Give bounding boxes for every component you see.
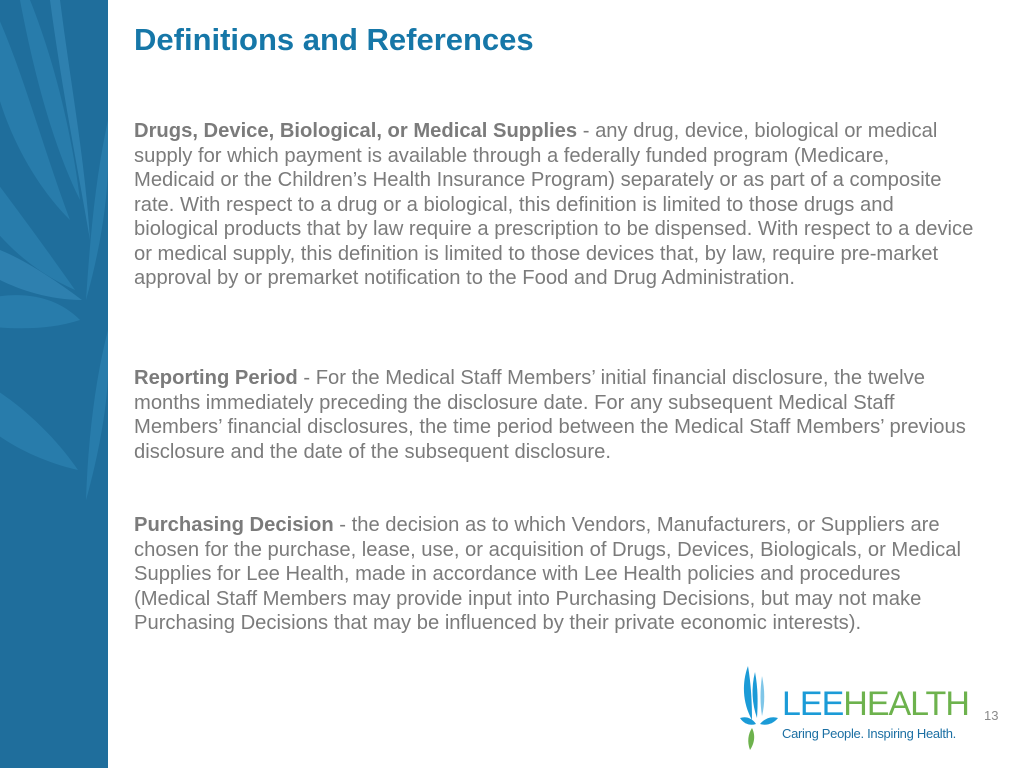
- definition-text: - any drug, device, biological or medical supply for which payment is available through a federally funded program (Medicare, Medicaid or the Children’s Health Insurance Program) separately or as part of a composite rate. With respect to a drug or a biological, this definition is limited to those drugs and biological products that by law require a prescription to be dispensed. With respect to a device or medical supply, this definition is limited to those devices that, by law, require pre-market approval by or premarket notification to the Food and Drug Administration.: [134, 120, 974, 289]
- definition-paragraph: [134, 119, 974, 291]
- definition-text: - the decision as to which Vendors, Manufacturers, or Suppliers are chosen for the purchase, lease, use, or acquisition of Drugs, Devices, Biologicals, or Medical Supplies for Lee Health, made in accordance with Lee Health policies and procedures (Medical Staff Members may provide input into Purchasing Decisions, but may not make Purchasing Decisions that may be influenced by their private economic interests).: [134, 514, 961, 634]
- definition-text: - For the Medical Staff Members’ initial financial disclosure, the twelve months immediately preceding the disclosure date. For any subsequent Medical Staff Members’ financial disclosures, the time period between the Medical Staff Members’ previous disclosure and the date of the subsequent disclosure.: [134, 367, 966, 463]
- logo-tagline: Caring People. Inspiring Health.: [782, 726, 956, 741]
- definition-term: Reporting Period: [134, 367, 298, 389]
- palm-leaf-graphic: [0, 0, 108, 768]
- definition-paragraph: [134, 366, 974, 464]
- lee-health-logo: [738, 662, 969, 754]
- logo-word-lee: LEE: [782, 685, 844, 723]
- logo-wordmark: [782, 685, 969, 724]
- decorative-side-band: [0, 0, 108, 768]
- definition-paragraph: [134, 513, 974, 636]
- palm-leaf-icon: [738, 662, 782, 754]
- definition-term: Drugs, Device, Biological, or Medical Supplies: [134, 120, 578, 142]
- logo-word-health: HEALTH: [843, 685, 969, 723]
- slide-title: Definitions and References: [134, 22, 534, 57]
- page-number: 13: [984, 708, 999, 723]
- definition-term: Purchasing Decision: [134, 514, 334, 536]
